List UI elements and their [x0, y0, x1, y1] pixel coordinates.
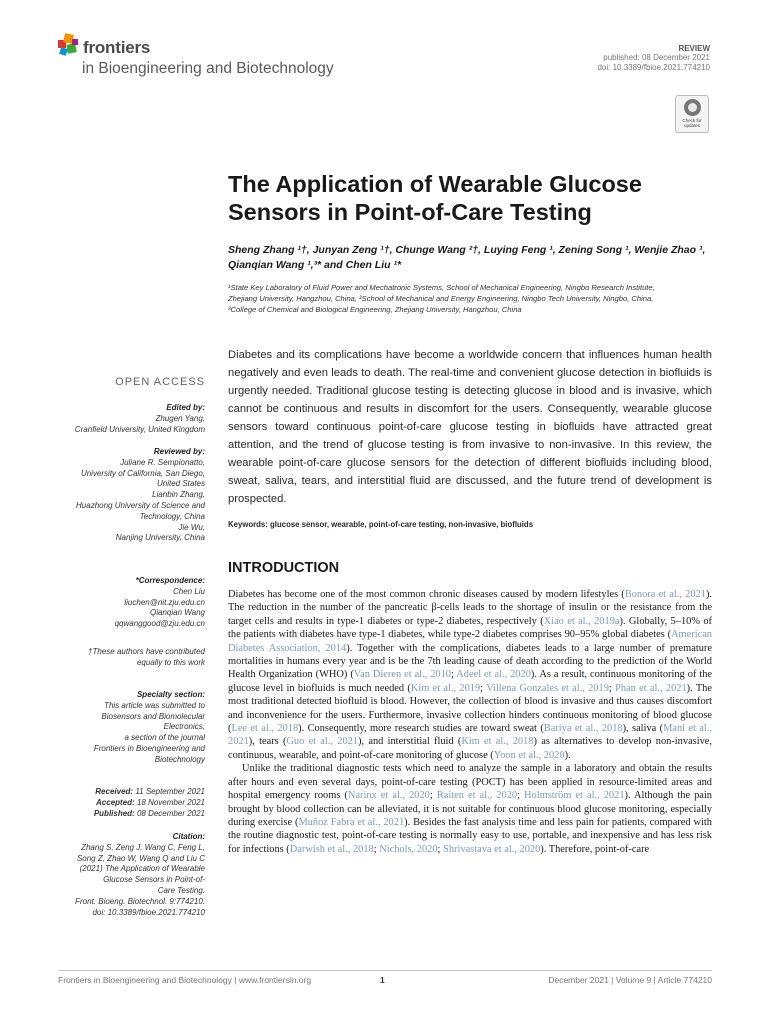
body-text-run: ), saliva ( — [622, 723, 664, 735]
reviewer-line: University of California, San Diego, — [80, 468, 205, 478]
keywords — [228, 520, 718, 529]
reviewer-line: Technology, China — [139, 511, 205, 521]
citation-link[interactable]: Darwish et al., 2018 — [289, 843, 374, 855]
reviewer-line: Jie Wu, — [178, 522, 205, 532]
body-text-run: ). The reduction in the number of the pancreatic β-cells leads to the shortage of insulin or the resistance from the target cells and results in type-1 diabetes or type-2 diabetes, respectively ( — [228, 589, 712, 627]
article-meta — [597, 44, 710, 73]
body-text-run: Diabetes has become one of the most common chronic diseases caused by modern lifestyles ( — [228, 589, 625, 600]
specialty-line: This article was submitted to — [104, 700, 205, 710]
body-text-run: ; — [429, 790, 437, 802]
citation-link[interactable]: Nichols, 2020 — [379, 843, 438, 855]
article-doi[interactable]: doi: 10.3389/fbioe.2021.774210 — [597, 63, 710, 72]
dates-section — [30, 787, 205, 819]
correspondent-email-link[interactable]: qqwanggood@zju.edu.cn — [114, 619, 205, 629]
citation-link[interactable]: Mani et al., 2021 — [228, 723, 712, 748]
citation-link[interactable]: Holmström et al., 2021 — [524, 790, 625, 802]
note-line: †These authors have contributed — [88, 647, 205, 656]
reviewed-by-section — [30, 447, 205, 544]
reviewed-by-label: Reviewed by: — [153, 447, 205, 456]
edited-by-label: Edited by: — [166, 403, 205, 412]
reviewer-line: Huazhong University of Science and — [76, 500, 205, 510]
correspondence-section — [30, 576, 205, 630]
citation-line: Care Testing. — [157, 885, 205, 895]
received-label: Received: — [95, 787, 134, 796]
citation-section — [30, 832, 205, 918]
body-text-run: ). — [564, 749, 571, 761]
body-text-run: ; — [480, 682, 487, 694]
section-heading-introduction: INTRODUCTION — [228, 560, 340, 576]
body-text-run: ). As a result, continuous monitoring of the glucose level in biofluids is much needed ( — [228, 669, 713, 694]
note-line: equally to this work — [136, 657, 205, 667]
published-date: published: 08 December 2021 — [603, 53, 710, 62]
authors-line-1: Sheng Zhang ¹†, Junyan Zeng ¹†, Chunge Wang ²†, Luying Feng ¹, Zening Song ¹, Wenjie Zhao ¹, — [228, 244, 706, 256]
citation-link[interactable]: Adeel et al., 2020 — [456, 669, 531, 681]
body-text-run: ; — [608, 682, 616, 694]
abstract: Diabetes and its complications have become a worldwide concern that influences human health negatively and even leads to death. The real-time and convenient glucose detection in biofluids is urgently needed. Traditional glucose testing is detecting glucose in blood and is invasive, which cannot be continuous and results in discomfort for the users. Consequently, wearable glucose sensors toward continuous point-of-care glucose testing in biofluids have attracted great attention, and the trend of glucose testing is from invasive to non-invasive. In this review, the wearable point-of-care glucose sensors for the detection of different biofluids including blood, sweat, saliva, tears, and interstitial fluid are discussed, and the future trend of development is prospected. — [228, 349, 712, 505]
body-text-run: ). Together with the complications, diabetes leads to a large number of premature mortalities in humans every year and is be the 7th leading cause of death according to the prediction of the World Health Organization (WHO) ( — [228, 642, 712, 681]
footer-issue-info: December 2021 | Volume 9 | Article 774210 — [548, 975, 712, 985]
reviewer-line: Juliane R. Sempionatto, — [120, 457, 205, 467]
citation-line: Glucose Sensors in Point-of- — [103, 875, 205, 885]
body-text — [228, 588, 712, 856]
page-number: 1 — [380, 975, 385, 985]
specialty-line: Biotechnology — [154, 754, 205, 764]
editor-line: Zhugen Yang, — [155, 413, 205, 423]
body-text-run: Unlike the traditional diagnostic tests which need to analyze the sample in a laboratory and obtain the results after hours and even several days, point-of-care testing (POCT) has been applied in resource-limited areas and hospital emergency rooms ( — [228, 763, 712, 802]
authors-line-2: Qianqian Wang ¹,³* and Chen Liu ¹* — [228, 259, 402, 271]
citation-link[interactable]: Narinx et al., 2020 — [347, 790, 430, 802]
published-label: Published: — [93, 808, 135, 818]
citation-line: Zhang S, Zeng J, Wang C, Feng L, — [81, 842, 205, 852]
frontiers-logo-icon — [58, 34, 80, 58]
citation-link[interactable]: Phan et al., 2021 — [615, 682, 687, 694]
brand-name: frontiers — [83, 38, 151, 57]
citation-link[interactable]: Kim et al., 2019 — [410, 682, 481, 694]
keywords-list: glucose sensor, wearable, point-of-care testing, non-invasive, biofluids — [270, 520, 534, 529]
body-text-run: ). Globally, 5–10% of the patients with diabetes have type-1 diabetes, while type-2 diabetes comprises 90–95% global diabetes ( — [228, 615, 713, 641]
journal-logo[interactable] — [58, 34, 398, 84]
body-paragraph — [228, 762, 712, 856]
specialty-line: a section of the journal — [124, 733, 205, 743]
citation-link[interactable]: Yoon et al., 2020 — [493, 749, 565, 761]
citation-line: Song Z, Zhao W, Wang Q and Liu C — [76, 853, 205, 863]
body-text-run: ). Consequently, more research studies are toward sweat ( — [298, 723, 544, 735]
editor-line: Cranfield University, United Kingdom — [74, 424, 205, 434]
citation-link[interactable]: Van Dieren et al., 2010 — [353, 669, 451, 681]
correspondent-name: Qianqian Wang — [150, 608, 205, 618]
citation-link[interactable]: Guo et al., 2021 — [286, 736, 359, 748]
received-date: 11 September 2021 — [135, 787, 205, 796]
citation-link[interactable]: American Diabetes Association, 2014 — [228, 629, 712, 654]
body-text-run: ). Besides the fast analysis time and less pain for patients, compared with the routine diagnostic test, point-of-care testing is normally easy to use, portable, and inexpensive and has less risk for infections ( — [228, 816, 712, 855]
equal-contribution-note — [30, 647, 205, 669]
body-text-run: ; — [451, 669, 457, 681]
specialty-section — [30, 690, 205, 766]
reviewer-line: United States — [156, 479, 205, 489]
check-for-updates-button[interactable] — [675, 95, 709, 133]
reviewer-line: Nanjing University, China — [115, 533, 205, 543]
body-text-run: ; — [517, 790, 525, 802]
body-text-run: ), and interstitial fluid ( — [358, 736, 462, 748]
affiliation-line: Zhejiang University, Hangzhou, China, ²School of Mechanical and Energy Engineering, Ningbo Tech University, Ningbo, China, — [228, 294, 654, 303]
body-text-run: ; — [437, 843, 444, 855]
body-text-run: ). Therefore, point-of-care — [540, 843, 650, 855]
citation-link[interactable]: Shrivastava et al., 2020 — [443, 843, 541, 855]
citation-link[interactable]: Lee et al., 2018 — [231, 723, 299, 735]
body-paragraph — [228, 588, 712, 762]
citation-doi-link[interactable]: doi: 10.3389/fbioe.2021.774210 — [92, 907, 205, 917]
body-text-run: ), tears ( — [248, 736, 287, 748]
affiliation-line: ³College of Chemical and Biological Engineering, Zhejiang University, Hangzhou, China — [228, 305, 522, 314]
open-access-label: OPEN ACCESS — [115, 376, 205, 388]
footer-journal-link[interactable]: Frontiers in Bioengineering and Biotechnology | www.frontiersin.org — [58, 975, 312, 985]
check-updates-icon — [684, 99, 701, 116]
citation-link[interactable]: Raiten et al., 2020 — [436, 790, 518, 802]
correspondent-name: Chen Liu — [172, 586, 205, 596]
citation-link[interactable]: Xiao et al., 2019a — [543, 615, 620, 627]
affiliations — [228, 282, 718, 315]
specialty-line: Frontiers in Bioengineering and — [93, 743, 205, 753]
citation-link[interactable]: Bariya et al., 2018 — [543, 723, 623, 735]
specialty-line: Biosensors and Biomolecular — [101, 711, 205, 721]
body-text-run: ). Although the pain brought by blood collection can be alleviated, it is not suitable for continuous blood glucose monitoring, especially during exercise ( — [228, 790, 712, 828]
author-list — [228, 243, 718, 273]
published-date-sidebar: 08 December 2021 — [136, 808, 205, 818]
footer-divider — [58, 970, 712, 971]
article-type: REVIEW — [678, 44, 710, 53]
keywords-label: Keywords: — [228, 520, 268, 529]
check-updates-label: Check for updates — [682, 118, 702, 128]
journal-name: in Bioengineering and Biotechnology — [82, 60, 334, 77]
citation-line: Front. Bioeng. Biotechnol. 9:774210. — [75, 896, 205, 906]
correspondent-email-link[interactable]: liuchen@nit.zju.edu.cn — [124, 597, 205, 607]
citation-link[interactable]: Kim et al., 2018 — [461, 736, 534, 748]
edited-by-section — [30, 403, 205, 435]
citation-link[interactable]: Villena Gonzales et al., 2019 — [486, 682, 609, 694]
specialty-line: Electronics, — [163, 722, 205, 732]
body-text-run: ). The most traditional detected biofluid is blood. However, the collection of blood is invasive and thus causes discomfort and inconvenience for the users. Furthermore, invasive collection hinders continuous monitoring of blood glucose ( — [228, 682, 712, 735]
citation-link[interactable]: Bonora et al., 2021 — [624, 589, 706, 600]
body-text-run: ; — [373, 843, 380, 855]
body-text-run: ) as alternatives to develop non-invasive, continuous, wearable, and point-of-care monitoring of glucose ( — [228, 736, 713, 761]
accepted-date: 18 November 2021 — [136, 797, 205, 807]
citation-line: (2021) The Application of Wearable — [79, 864, 205, 874]
correspondence-label: *Correspondence: — [135, 576, 205, 585]
article-title: The Application of Wearable Glucose Sensors in Point-of-Care Testing — [228, 171, 642, 225]
citation-link[interactable]: Muñoz Fabra et al., 2021 — [298, 816, 405, 828]
accepted-label: Accepted: — [96, 797, 135, 807]
citation-label: Citation: — [172, 832, 205, 841]
reviewer-line: Lianbin Zhang, — [152, 490, 205, 500]
affiliation-line: ¹State Key Laboratory of Fluid Power and Mechatronic Systems, School of Mechanical Engineering, Ningbo Research Institute, — [228, 283, 655, 292]
specialty-label: Specialty section: — [136, 690, 205, 699]
